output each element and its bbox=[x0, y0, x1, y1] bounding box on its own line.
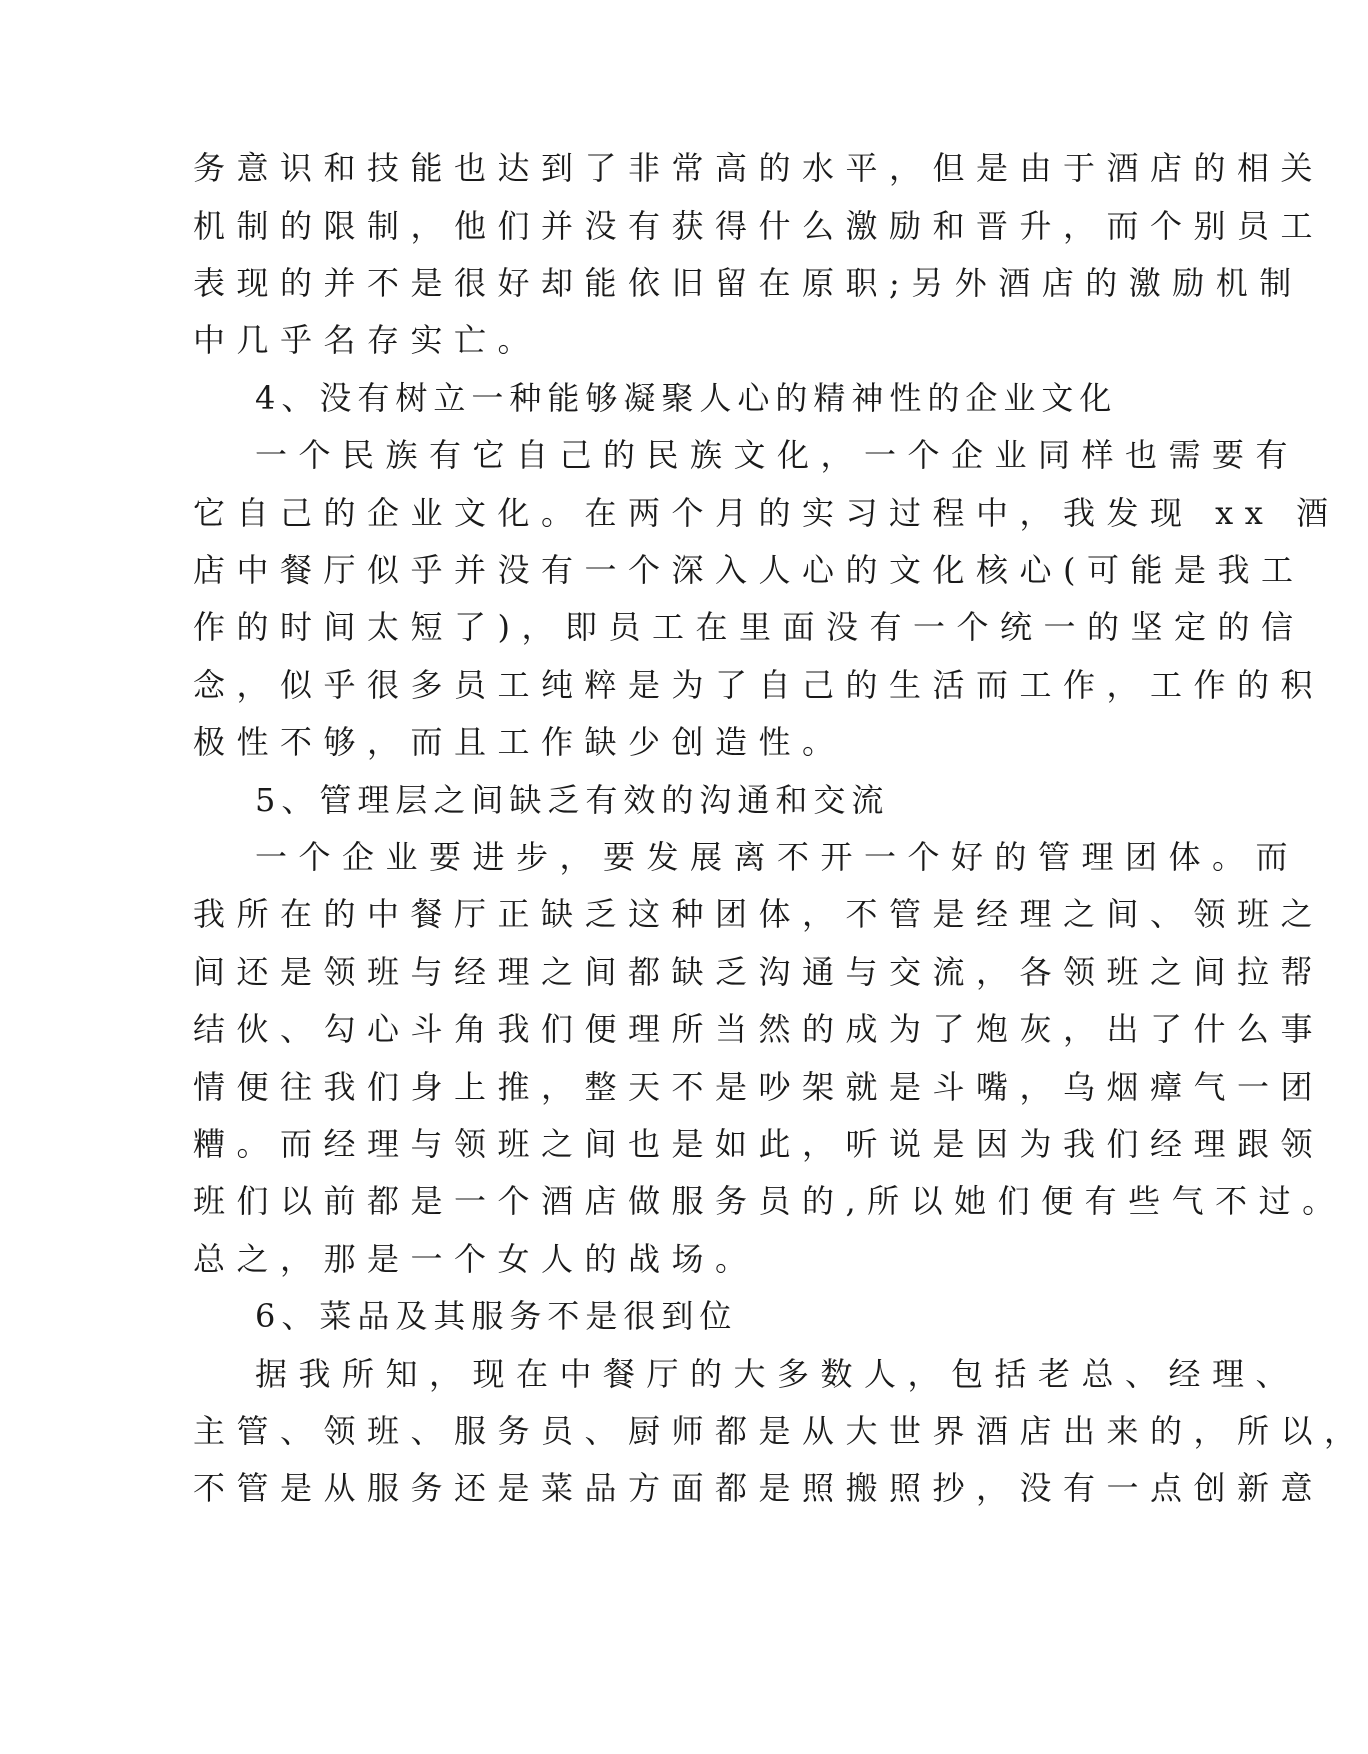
text-line: 主管、领班、服务员、厨师都是从大世界酒店出来的，所以， bbox=[193, 1412, 1368, 1450]
section-heading-6: 6、菜品及其服务不是很到位 bbox=[255, 1297, 738, 1335]
text-line: 不管是从服务还是菜品方面都是照搬照抄，没有一点创新意 bbox=[193, 1469, 1325, 1507]
text-line: 一个企业要进步，要发展离不开一个好的管理团体。而 bbox=[255, 838, 1300, 876]
text-line: 中几乎名存实亡。 bbox=[193, 321, 542, 359]
text-line: 表现的并不是很好却能依旧留在原职;另外酒店的激励机制 bbox=[193, 264, 1303, 302]
text-line: 务意识和技能也达到了非常高的水平，但是由于酒店的相关 bbox=[193, 149, 1325, 187]
text-line: 结伙、勾心斗角我们便理所当然的成为了炮灰，出了什么事 bbox=[193, 1010, 1325, 1048]
text-line: 班们以前都是一个酒店做服务员的,所以她们便有些气不过。 bbox=[193, 1182, 1346, 1220]
text-line: 总之，那是一个女人的战场。 bbox=[193, 1240, 759, 1278]
text-line: 一个民族有它自己的民族文化，一个企业同样也需要有 bbox=[255, 436, 1300, 474]
section-heading-4: 4、没有树立一种能够凝聚人心的精神性的企业文化 bbox=[255, 379, 1118, 417]
text-line: 作的时间太短了)，即员工在里面没有一个统一的坚定的信 bbox=[193, 608, 1305, 646]
section-heading-5: 5、管理层之间缺乏有效的沟通和交流 bbox=[255, 781, 890, 819]
text-line: 我所在的中餐厅正缺乏这种团体，不管是经理之间、领班之 bbox=[193, 895, 1325, 933]
text-line: 情便往我们身上推，整天不是吵架就是斗嘴，乌烟瘴气一团 bbox=[193, 1068, 1325, 1106]
text-line: 糟。而经理与领班之间也是如此，听说是因为我们经理跟领 bbox=[193, 1125, 1325, 1163]
text-line: 它自己的企业文化。在两个月的实习过程中，我发现 xx 酒 bbox=[193, 494, 1340, 532]
text-line: 间还是领班与经理之间都缺乏沟通与交流，各领班之间拉帮 bbox=[193, 953, 1325, 991]
text-line: 念，似乎很多员工纯粹是为了自己的生活而工作，工作的积 bbox=[193, 666, 1325, 704]
text-line: 机制的限制，他们并没有获得什么激励和晋升，而个别员工 bbox=[193, 207, 1325, 245]
text-line: 据我所知，现在中餐厅的大多数人，包括老总、经理、 bbox=[255, 1355, 1300, 1393]
text-line: 极性不够，而且工作缺少创造性。 bbox=[193, 723, 846, 761]
text-line: 店中餐厅似乎并没有一个深入人心的文化核心(可能是我工 bbox=[193, 551, 1305, 589]
